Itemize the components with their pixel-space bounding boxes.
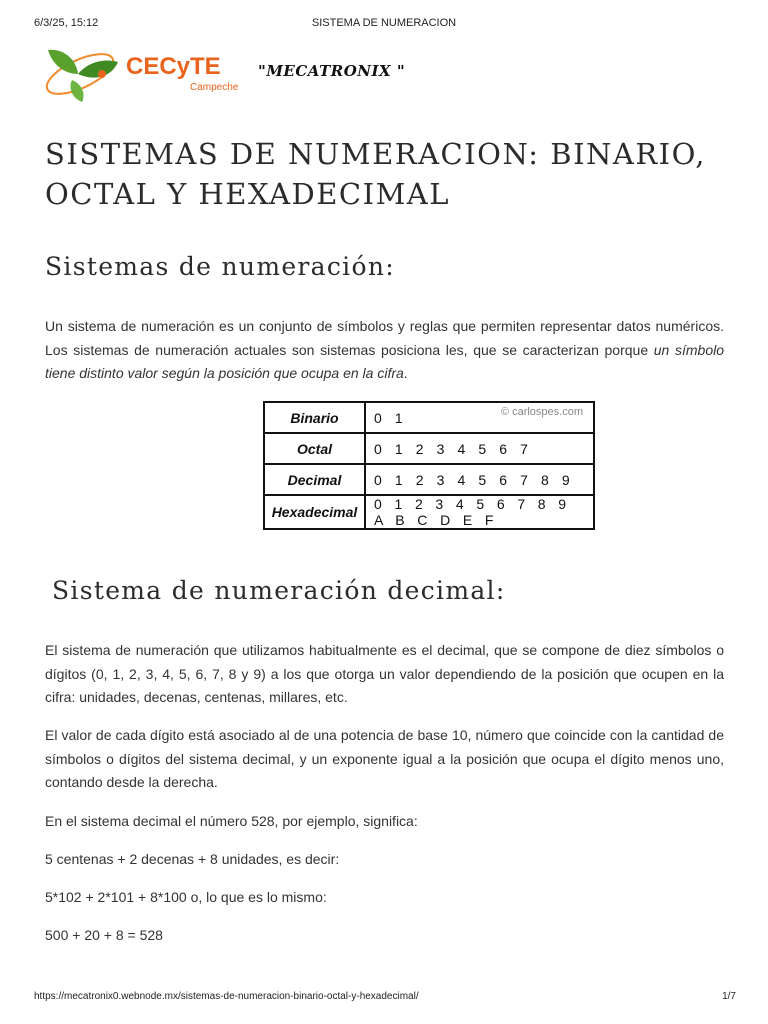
table-row [264, 402, 594, 433]
page-number: 1/7 [722, 991, 736, 1002]
site-brand: "MECATRONIX " [258, 62, 406, 80]
print-title: SISTEMA DE NUMERACION [311, 17, 457, 29]
decimal-paragraph: El sistema de numeración que utilizamos habitualmente es el decimal, que se compone de diez símbolos o dígitos (0, 1, 2, 3, 4, 5, 6, 7, 8 y 9) a los que otorga un valor dependiendo de la posición que ocupen en la cifra: unidades, decenas, centenas, millares, etc. [45, 642, 724, 705]
row-value: 0 1 © carlospes.com [365, 402, 594, 433]
row-value: 0 1 2 3 4 5 6 7 8 9 A B C D E F [365, 495, 594, 529]
decimal-paragraph: En el sistema decimal el número 528, por ejemplo, significa: [45, 813, 418, 829]
section-heading-sistemas: Sistemas de numeración: [45, 252, 395, 281]
logo-text: CECyTE [126, 53, 221, 80]
row-value: 0 1 2 3 4 5 6 7 [365, 433, 594, 464]
decimal-paragraph: 500 + 20 + 8 = 528 [45, 927, 163, 943]
print-date: 6/3/25, 15:12 [34, 17, 99, 29]
row-value: 0 1 2 3 4 5 6 7 8 9 [365, 464, 594, 495]
decimal-paragraph: 5 centenas + 2 decenas + 8 unidades, es decir: [45, 851, 340, 867]
logo-subtext: Campeche [190, 82, 239, 93]
watermark: © carlospes.com [500, 406, 583, 418]
row-label: Decimal [264, 464, 365, 495]
table-row [264, 433, 594, 464]
table-row [264, 464, 594, 495]
table-row [264, 495, 594, 529]
decimal-paragraph: 5*102 + 2*101 + 8*100 o, lo que es lo mismo: [45, 889, 327, 905]
numbering-systems-table [263, 401, 595, 530]
intro-emphasis: un símbolo tiene distinto valor según la posición que ocupa en la cifra [45, 341, 725, 381]
leaf-globe-icon [42, 44, 252, 102]
print-header [0, 17, 768, 33]
page-title: SISTEMAS DE NUMERACION: BINARIO, OCTAL Y HEXADECIMAL [45, 137, 706, 211]
decimal-paragraph: El valor de cada dígito está asociado al de una potencia de base 10, número que coincide con la cantidad de símbolos o dígitos del sistema decimal, y un exponente igual a la posición que ocupa el dígito menos uno, contando desde la derecha. [45, 727, 724, 790]
row-label: Hexadecimal [264, 495, 365, 529]
section-heading-decimal: Sistema de numeración decimal: [52, 576, 506, 605]
row-label: Octal [264, 433, 365, 464]
cecyte-logo [42, 44, 252, 102]
intro-paragraph: Un sistema de numeración es un conjunto de símbolos y reglas que permiten representar datos numéricos. Los sistemas de numeración actuales son sistemas posiciona les, que se caracterizan porque un símbolo tiene distinto valor según la posición que ocupa en la cifra. [45, 318, 725, 381]
row-label: Binario [264, 402, 365, 433]
print-url[interactable]: https://mecatronix0.webnode.mx/sistemas-de-numeracion-binario-octal-y-hexadecimal/ [34, 991, 419, 1002]
